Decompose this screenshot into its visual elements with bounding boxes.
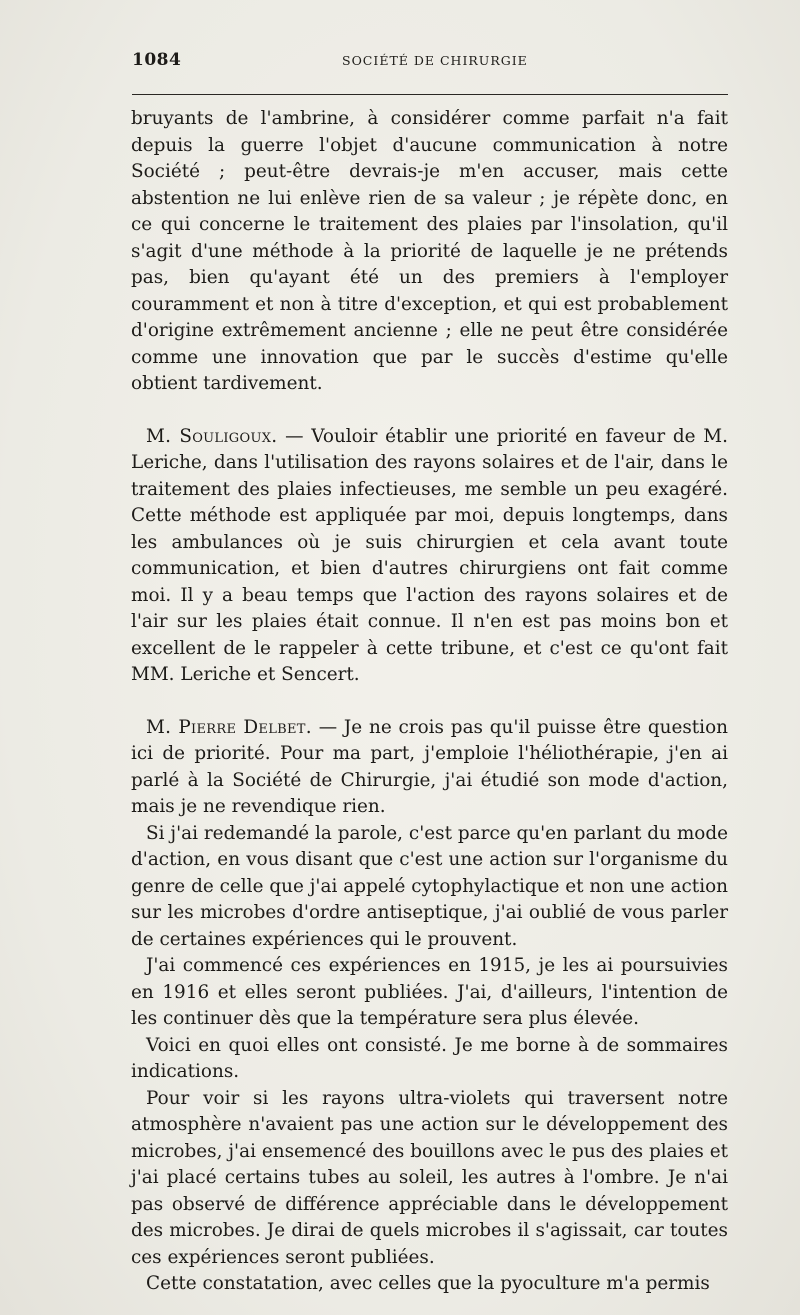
paragraph-text: bruyants de l'ambrine, à considérer comme parfait n'a fait depuis la guerre l'objet d'aucune communication à notre Société ; peut-être devrais-je m'en accuser, mais cette abstention ne lui enlève rien de sa valeur ; je répète donc, en ce qui concerne le traitement des plaies par l'insolation, qu'il s'agit d'une méthode à la priorité de laquelle je ne prétends pas, bien qu'ayant été un des premiers à l'employer couramment et non à titre d'exception, et qui est probablement d'origine extrêmement ancienne ; elle ne peut être considérée comme une innovation que par le succès d'estime qu'elle obtient tardivement. bbox=[131, 108, 728, 394]
paragraph-delbet-4 bbox=[131, 1033, 728, 1086]
paragraph-gap bbox=[131, 689, 728, 715]
paragraph-souligoux bbox=[131, 424, 728, 689]
page-header bbox=[132, 50, 728, 74]
paragraph-delbet-3 bbox=[131, 953, 728, 1033]
paragraph-text: — Vouloir établir une priorité en faveur de M. Leriche, dans l'utilisation des rayons solaires et de l'air, dans le traitement des plaies infectieuses, me semble un peu exagéré. Cette méthode est appliquée par moi, depuis longtemps, dans les ambulances où je suis chirurgien et cela avant toute communication, et bien d'autres chirurgiens ont fait comme moi. Il y a beau temps que l'action des rayons solaires et de l'air sur les plaies était connue. Il n'en est pas moins bon et excellent de le rappeler à cette tribune, et c'est ce qu'ont fait MM. Leriche et Sencert. bbox=[131, 425, 728, 685]
paragraph-delbet-1 bbox=[131, 715, 728, 821]
page-number: 1084 bbox=[132, 50, 182, 70]
paragraph-continuation bbox=[131, 106, 728, 398]
speaker-name: M. Souligoux. bbox=[146, 425, 278, 447]
paragraph-delbet-2 bbox=[131, 821, 728, 954]
speaker-name: M. Pierre Delbet. bbox=[146, 716, 312, 738]
header-rule bbox=[132, 94, 728, 95]
paragraph-text: Cette constatation, avec celles que la pyoculture m'a permis bbox=[146, 1273, 710, 1294]
paragraph-text: J'ai commencé ces expériences en 1915, je les ai poursuivies en 1916 et elles seront publiées. J'ai, d'ailleurs, l'intention de les continuer dès que la température sera plus élevée. bbox=[131, 955, 728, 1029]
paragraph-text: — Je ne crois pas qu'il puisse être question ici de priorité. Pour ma part, j'emploie l'héliothérapie, j'en ai parlé à la Société de Chirurgie, j'ai étudié son mode d'action, mais je ne revendique rien. bbox=[131, 716, 728, 817]
paragraph-delbet-6 bbox=[131, 1271, 728, 1298]
paragraph-text: Voici en quoi elles ont consisté. Je me borne à de sommaires indications. bbox=[131, 1034, 728, 1082]
paragraph-text: Si j'ai redemandé la parole, c'est parce qu'en parlant du mode d'action, en vous disant que c'est une action sur l'organisme du genre de celle que j'ai appelé cytophylactique et non une action sur les microbes d'ordre antiseptique, j'ai oublié de vous parler de certaines expériences qui le prouvent. bbox=[131, 822, 728, 950]
body-text bbox=[131, 106, 728, 1298]
paragraph-text: Pour voir si les rayons ultra-violets qui traversent notre atmosphère n'avaient pas une action sur le développement des microbes, j'ai ensemencé des bouillons avec le pus des plaies et j'ai placé certains tubes au soleil, les autres à l'ombre. Je n'ai pas observé de différence appréciable dans le développement des microbes. Je dirai de quels microbes il s'agissait, car toutes ces expériences seront publiées. bbox=[131, 1087, 728, 1268]
running-title: SOCIÉTÉ DE CHIRURGIE bbox=[342, 53, 528, 68]
paragraph-delbet-5 bbox=[131, 1086, 728, 1272]
paragraph-gap bbox=[131, 398, 728, 424]
